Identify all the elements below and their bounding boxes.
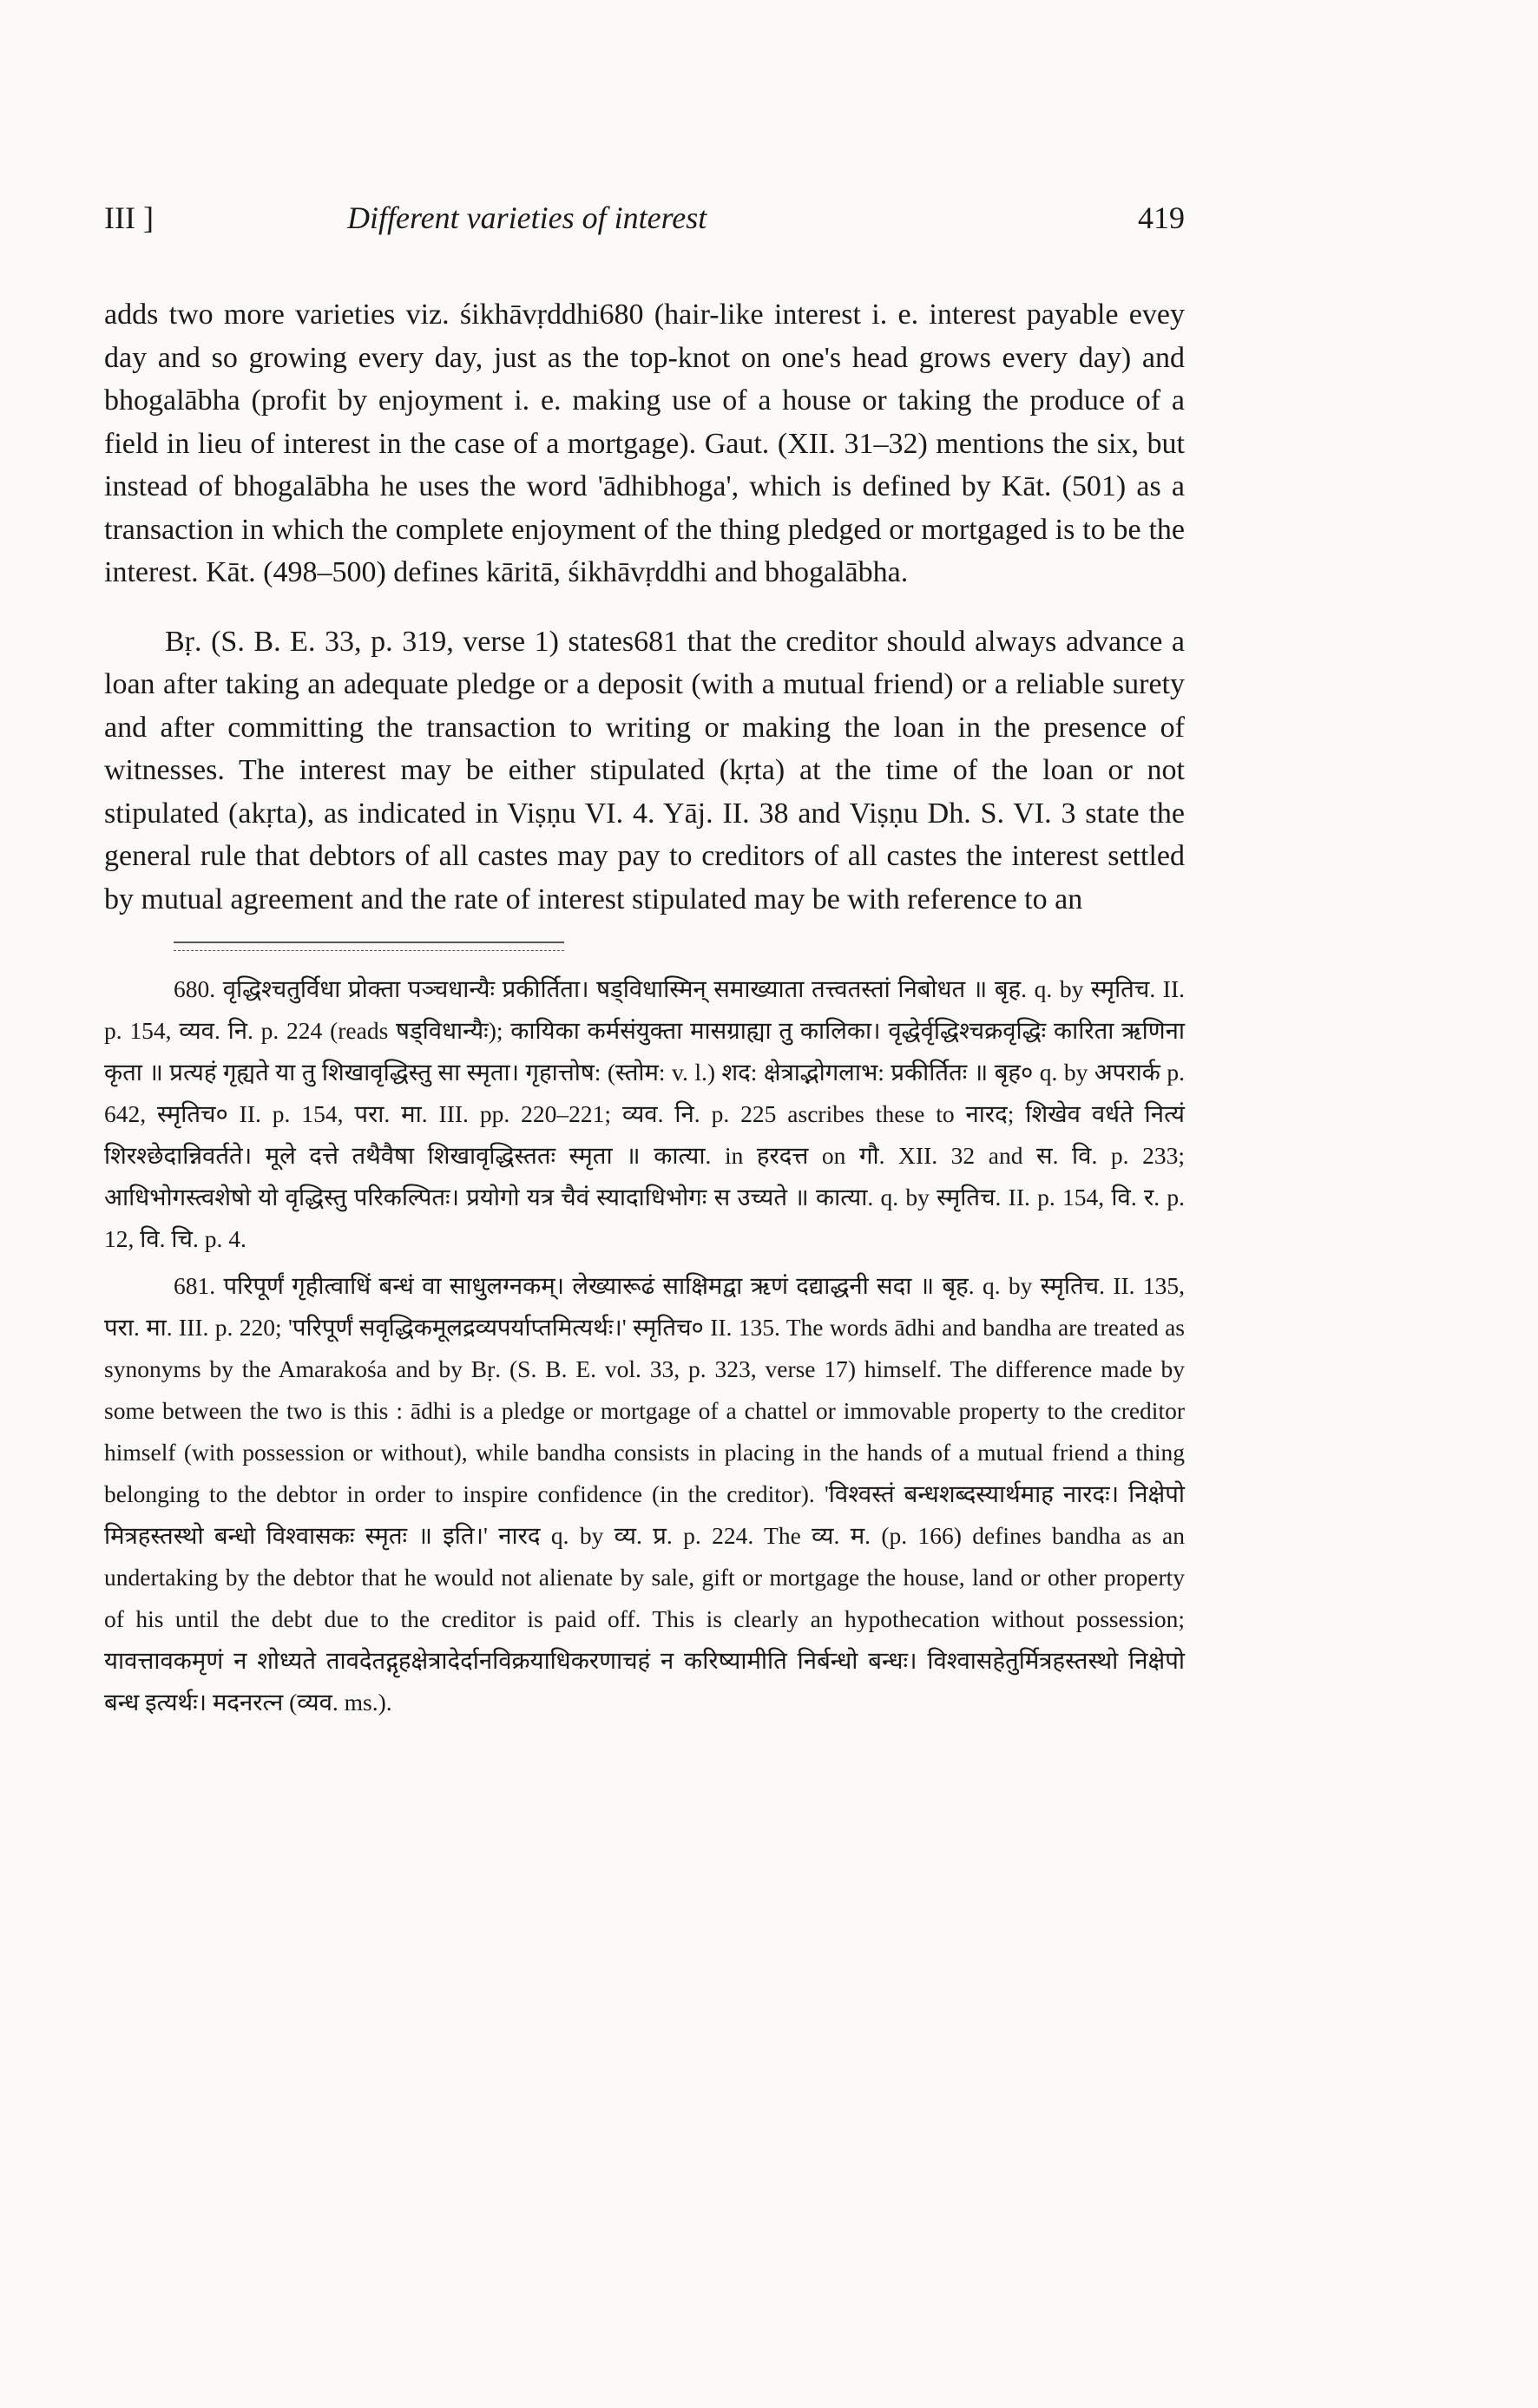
chapter-marker: III ] [104, 200, 154, 235]
running-header [104, 200, 1185, 252]
footnote-separator [174, 942, 564, 951]
running-title: Different varieties of interest [347, 200, 707, 235]
paragraph: Bṛ. (S. B. E. 33, p. 319, verse 1) states681 that the creditor should always advance a loan after taking an adequate pledge or a deposit (with a mutual friend) or a reliable surety and after committing the transaction to writing or making the loan in the presence of witnesses. The interest may be either stipulated (kṛta) at the time of the loan or not stipulated (akṛta), as indicated in Viṣṇu VI. 4. Yāj. II. 38 and Viṣṇu Dh. S. VI. 3 state the general rule that debtors of all castes may pay to creditors of all castes the interest settled by mutual agreement and the rate of interest stipulated may be with reference to an [104, 625, 1185, 915]
footnote-680: 680. वृद्धिश्चतुर्विधा प्रोक्ता पञ्चधान्यैः प्रकीर्तिता। षड्विधास्मिन् समाख्याता तत्त्वतस्तां निबोधत ॥ बृह. q. by स्मृतिच. II. p. 154, व्यव. नि. p. 224 (reads षड्विधान्यैः); कायिका कर्मसंयुक्ता मासग्राह्या तु कालिका। वृद्धेर्वृद्धिश्चक्रवृद्धिः कारिता ऋणिना कृता ॥ प्रत्यहं गृह्यते या तु शिखावृद्धिस्तु सा स्मृता। गृहात्तोष: (स्तोम: v. l.) शद: क्षेत्राद्भोगलाभ: प्रकीर्तितः ॥ बृह० q. by अपरार्क p. 642, स्मृतिच० II. p. 154, परा. मा. III. pp. 220–221; व्यव. नि. p. 225 ascribes these to नारद; शिखेव वर्धते नित्यं शिरश्छेदान्निवर्तते। मूले दत्ते तथैवैषा शिखावृद्धिस्ततः स्मृता ॥ कात्या. in हरदत्त on गौ. XII. 32 and स. वि. p. 233; आधिभोगस्त्वशेषो यो वृद्धिस्तु परिकल्पितः। प्रयोगो यत्र चैवं स्यादाधिभोगः स उच्यते ॥ कात्या. q. by स्मृतिच. II. p. 154, वि. र. p. 12, वि. चि. p. 4. [104, 975, 1185, 1252]
footnote-681: 681. परिपूर्णं गृहीत्वाधिं बन्धं वा साधुलग्नकम्। लेख्यारूढं साक्षिमद्वा ऋणं दद्याद्धनी सदा ॥ बृह. q. by स्मृतिच. II. 135, परा. मा. III. p. 220; 'परिपूर्णं सवृद्धिकमूलद्रव्यपर्याप्तमित्यर्थः।' स्मृतिच० II. 135. The words ādhi and bandha are treated as synonyms by the Amarakośa and by Bṛ. (S. B. E. vol. 33, p. 323, verse 17) himself. The difference made by some between the two is this : ādhi is a pledge or mortgage of a chattel or immovable property to the creditor himself (with possession or without), while bandha consists in placing in the hands of a mutual friend a thing belonging to the debtor in order to inspire confidence (in the creditor). 'विश्वस्तं बन्धशब्दस्यार्थमाह नारदः। निक्षेपो मित्रहस्तस्थो बन्धो विश्वासकः स्मृतः ॥ इति।' नारद q. by व्य. प्र. p. 224. The व्य. म. (p. 166) defines bandha as an undertaking by the debtor that he would not alienate by sale, gift or mortgage the house, land or other property of his until the debt due to the creditor is paid off. This is clearly an hypothecation without possession; यावत्तावकमृणं न शोध्यते तावदेतद्गृहक्षेत्रादेर्दानविक्रयाधिकरणाचहं न करिष्यामीति निर्बन्धो बन्धः। विश्वासहेतुर्मित्रहस्तस्थो निक्षेपो बन्ध इत्यर्थः। मदनरत्न (व्यव. ms.). [104, 1272, 1185, 1716]
footnotes [104, 968, 1185, 1723]
page [104, 200, 1185, 1723]
main-text [104, 293, 1185, 921]
page-number: 419 [1138, 200, 1185, 235]
paragraph: adds two more varieties viz. śikhāvṛddhi680 (hair-like interest i. e. interest payable evey day and so growing every day, just as the top-knot on one's head grows every day) and bhogalābha (profit by enjoyment i. e. making use of a house or taking the produce of a field in lieu of interest in the case of a mortgage). Gaut. (XII. 31–32) mentions the six, but instead of bhogalābha he uses the word 'ādhibhoga', which is defined by Kāt. (501) as a transaction in which the complete enjoyment of the thing pledged or mortgaged is to be the interest. Kāt. (498–500) defines kāritā, śikhāvṛddhi and bhogalābha. [104, 299, 1185, 588]
